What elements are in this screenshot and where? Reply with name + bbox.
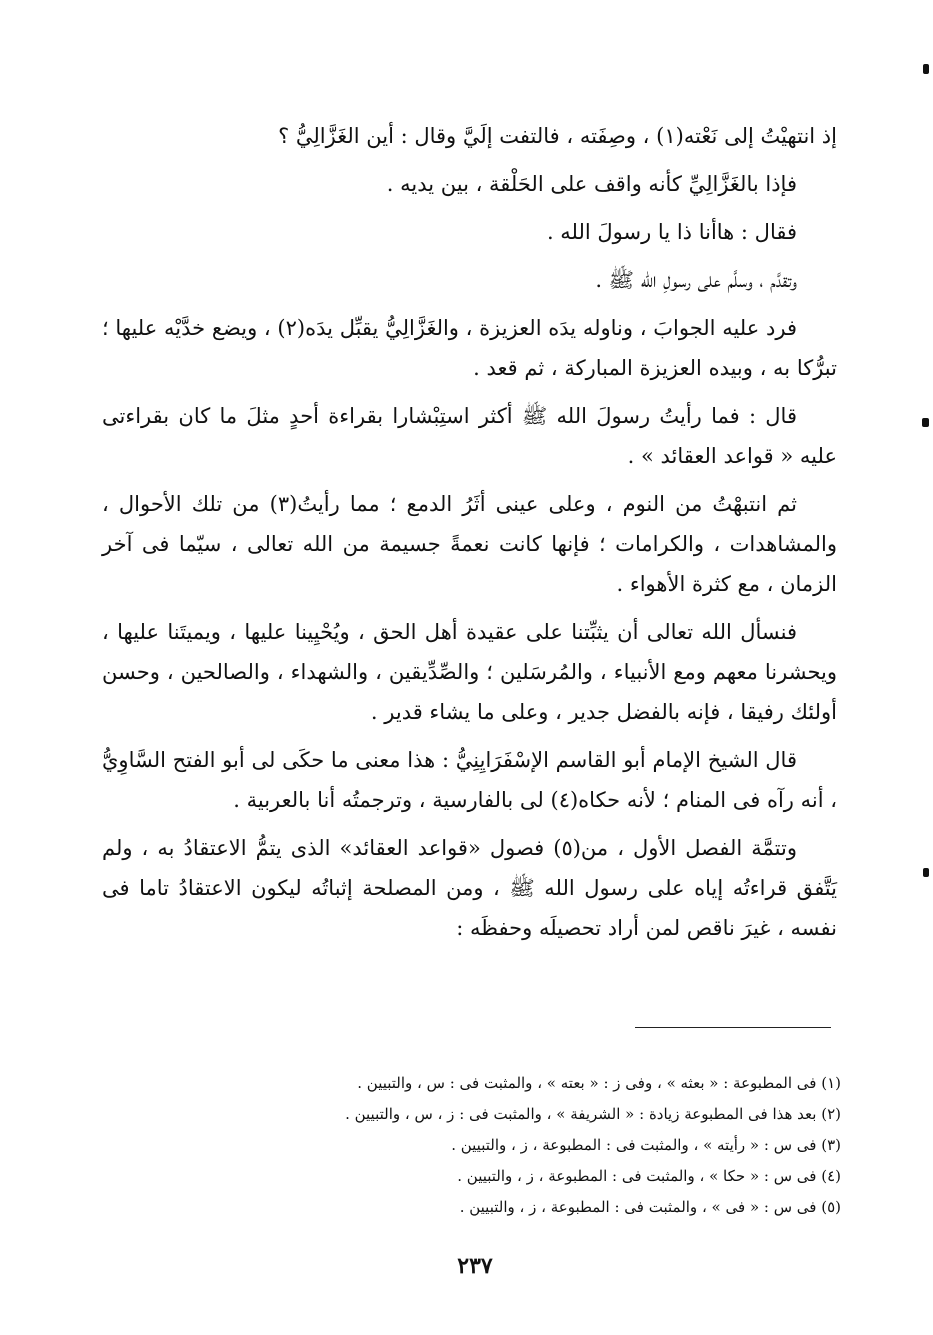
- paragraph: قال الشيخ الإمام أبو القاسم الإسْفَرَايِنِيُّ : هذا معنى ما حكَى لى أبو الفتح السَّاوِيُّ ، أنه رآه فى المنام ؛ لأنه حكاه(٤) لى بالفارسية ، وترجمتُه أنا بالعربية .: [102, 748, 837, 812]
- footnotes: [141, 1068, 841, 1223]
- paragraph: فقال : هاأنا ذا يا رسولَ الله .: [546, 220, 797, 244]
- footnote: (١) فى المطبوعة : « بعثه » ، وفى ز : « بعته » ، والمثبت فى : س ، والتبيين .: [357, 1074, 841, 1092]
- paragraph: فإذا بالغَزَّالِيِّ كأنه واقف على الحَلْقة ، بين يديه .: [386, 172, 797, 196]
- margin-mark: [922, 418, 929, 427]
- footnote: (٢) بعد هذا فى المطبوعة زيادة : « الشريفة » ، والمثبت فى : ز ، س ، والتبيين .: [345, 1105, 841, 1123]
- footnote: (٥) فى س : « فى » ، والمثبت فى : المطبوعة ، ز ، والتبيين .: [459, 1198, 841, 1216]
- paragraph: ثم انتبهْتُ من النوم ، وعلى عينى أثَرُ الدمع ؛ مما رأيتُ(٣) من تلك الأحوال ، والمشاهدات ، والكرامات ؛ فإنها كانت نعمةً جسيمة من الله تعالى ، سيّما فى آخر الزمان ، مع كثرة الأهواء .: [102, 492, 837, 596]
- margin-mark: [923, 64, 929, 74]
- body-text: [102, 116, 837, 956]
- footnote-divider: [635, 1027, 831, 1028]
- paragraph: وتتمَّة الفصل الأول ، من(٥) فصول «قواعد العقائد» الذى يتمُّ الاعتقادُ به ، ولم يَتَّفق قراءتُه إياه على رسول الله ﷺ ، ومن المصلحة إثباتُه ليكون الاعتقادُ تاما فى نفسه ، غيرَ ناقص لمن أراد تحصيلَه وحفظَه :: [102, 836, 837, 940]
- paragraph: وتقدَّم ، وسلَّم على رسولِ الله ﷺ .: [595, 268, 797, 292]
- paragraph: فنسأل الله تعالى أن يثبِّتنا على عقيدة أهل الحق ، ويُحْيِينا عليها ، ويميتَنا عليها ، ويحشرنا معهم ومع الأنبياء ، والمُرسَلين ؛ والصِّدِّيقين ، والشهداء ، والصالحين ، وحسن أولئك رفيقا ، فإنه بالفضل جدير ، وعلى ما يشاء قدير .: [102, 620, 837, 724]
- paragraph: إذ انتهيْتُ إلى نَعْته(١) ، وصِفَته ، فالتفت إلَيَّ وقال : أين الغَزَّالِيُّ ؟: [278, 124, 837, 148]
- paragraph: فرد عليه الجوابَ ، وناوله يدَه العزيزة ، والغَزَّالِيُّ يقبِّل يدَه(٢) ، ويضع خدَّيْه عليها ؛ تبرُّكا به ، وبيده العزيزة المباركة ، ثم قعد .: [102, 316, 837, 380]
- margin-mark: [923, 868, 929, 877]
- footnote: (٣) فى س : « رأيته » ، والمثبت فى : المطبوعة ، ز ، والتبيين .: [451, 1136, 841, 1154]
- page-number: ٢٣٧: [457, 1253, 493, 1279]
- footnote: (٤) فى س : « حكا » ، والمثبت فى : المطبوعة ، ز ، والتبيين .: [457, 1167, 841, 1185]
- paragraph: قال : فما رأيتُ رسولَ الله ﷺ أكثر استِبْشارا بقراءة أحدٍ مثلَ ما كان بقراءتى عليه « قواعد العقائد » .: [102, 404, 837, 468]
